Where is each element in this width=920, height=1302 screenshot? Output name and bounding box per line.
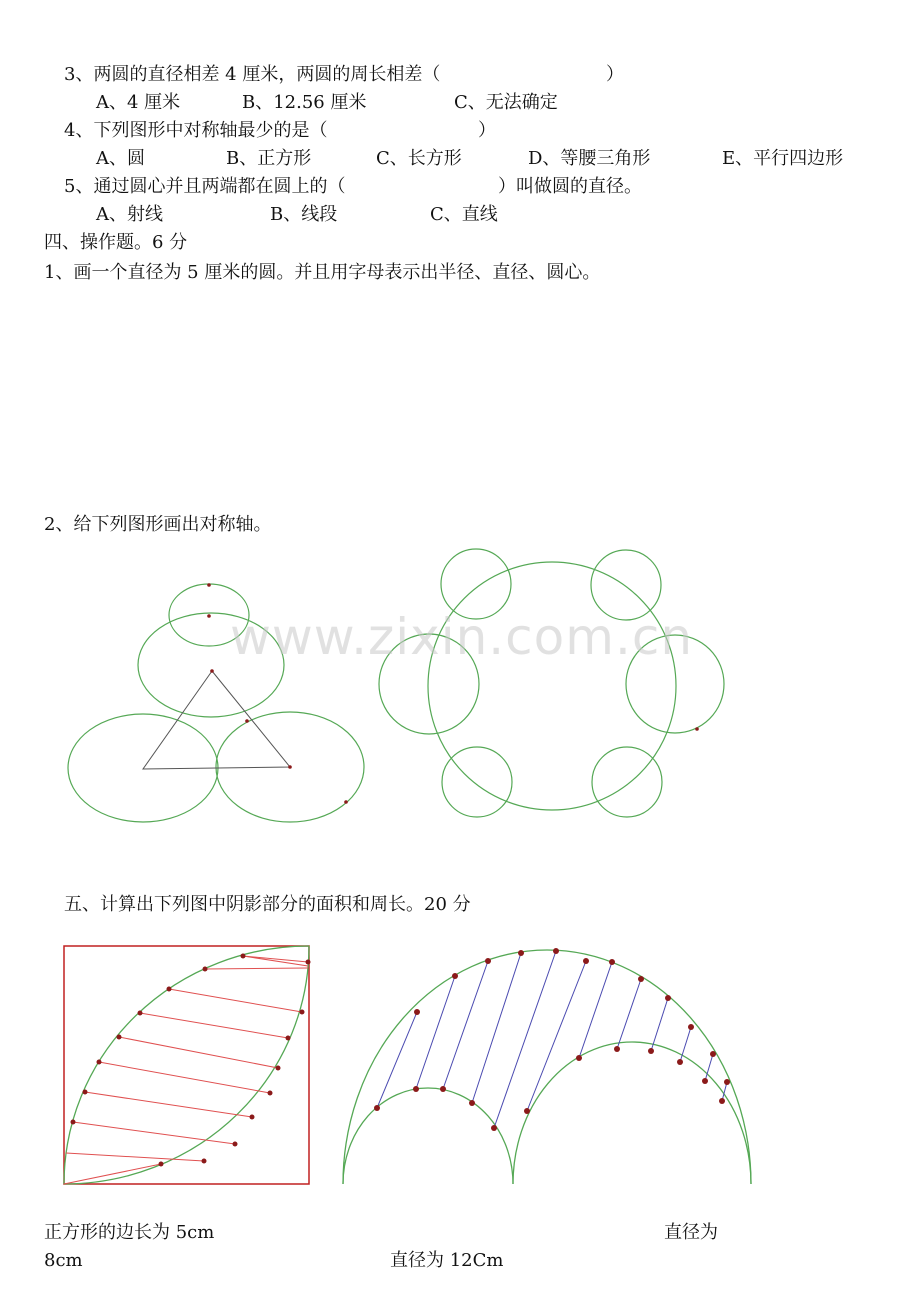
figure-square-leaf: [64, 946, 311, 1184]
q4-option-d: D、等腰三角形: [528, 148, 651, 169]
q5-stem: 5、通过圆心并且两端都在圆上的（: [64, 176, 346, 197]
q3-option-c: C、无法确定: [454, 92, 558, 113]
q4-stem: 4、下列图形中对称轴最少的是（: [64, 120, 328, 141]
figure-semicircles: [343, 948, 751, 1184]
q4-option-c: C、长方形: [376, 148, 462, 169]
q4-close: ）: [478, 120, 496, 141]
q3-stem: 3、两圆的直径相差 4 厘米，两圆的周长相差（: [64, 64, 441, 85]
section5-heading: 五、计算出下列图中阴影部分的面积和周长。20 分: [64, 894, 471, 915]
section4-task1: 1、画一个直径为 5 厘米的圆。并且用字母表示出半径、直径、圆心。: [44, 262, 601, 283]
right-small-semicircle-arc: [513, 1042, 751, 1184]
q3-option-a: A、4 厘米: [96, 92, 181, 113]
caption-diameter-12: 直径为 12Cm: [390, 1250, 504, 1271]
q5-option-c: C、直线: [430, 204, 498, 225]
caption-diameter-8-a: 直径为: [664, 1222, 718, 1243]
section4-task2: 2、给下列图形画出对称轴。: [44, 514, 272, 535]
left-small-semicircle-arc: [343, 1088, 513, 1184]
q3-close: ）: [606, 64, 624, 85]
q5-option-a: A、射线: [96, 204, 163, 225]
big-semicircle-arc: [343, 950, 751, 1184]
watermark-text: www.zixin.com.cn: [230, 608, 694, 666]
q4-option-a: A、圆: [96, 148, 145, 169]
q5-close: ）叫做圆的直径。: [498, 176, 642, 197]
section4-heading: 四、操作题。6 分: [44, 232, 188, 253]
q4-option-e: E、平行四边形: [722, 148, 844, 169]
square-outline: [64, 946, 309, 1184]
q4-option-b: B、正方形: [226, 148, 312, 169]
caption-diameter-8-b: 8cm: [44, 1250, 83, 1271]
q5-option-b: B、线段: [270, 204, 338, 225]
leaf-arc-upper: [64, 946, 309, 1184]
caption-square: 正方形的边长为 5cm: [44, 1222, 215, 1243]
q3-option-b: B、12.56 厘米: [242, 92, 367, 113]
leaf-arc-lower: [64, 946, 309, 1184]
